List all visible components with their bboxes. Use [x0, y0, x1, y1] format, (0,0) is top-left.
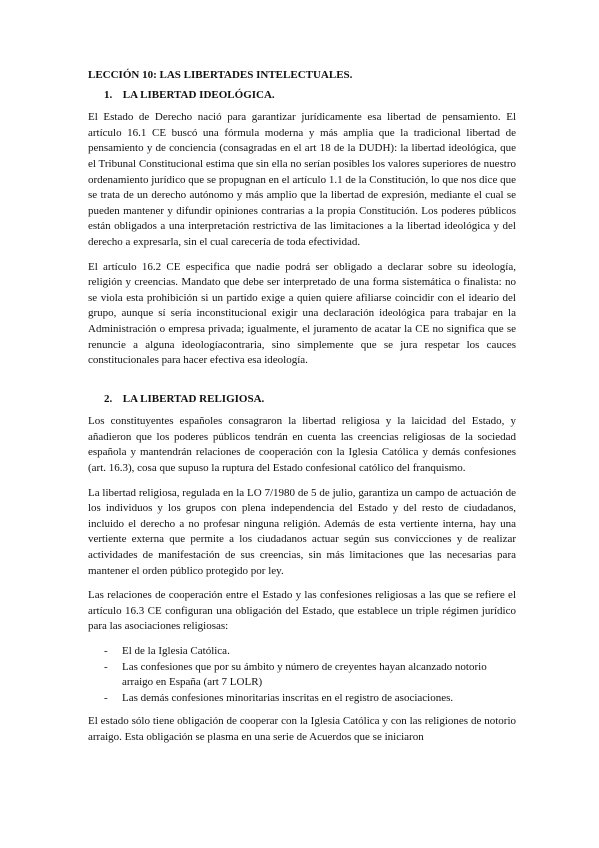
section-1-paragraph-1: El Estado de Derecho nació para garantizar jurídicamente esa libertad de pensamiento. El artículo 16.1 CE buscó una fórmula moderna y más amplia que la tradicional libertad de pensamiento y de conciencia (consagradas en el art 18 de la DUDH): la libertad ideológica, que el Tribunal Constitucional estima que sin ella no serían posibles los valores superiores de nuestro ordenamiento jurídico que se propugnan en el artículo 1.1 de la Constitución, lo que nos dice que se trata de un derecho autónomo y más amplio que la libertad de expresión, mediante el cual se pueden mantener y difundir opiniones contrarias a la propia Constitución. Los poderes públicos están obligados a una interpretación restrictiva de las limitaciones a la libertad ideológica y del derecho a expresarla, sin el cual carecería de toda efectividad. — [88, 111, 516, 248]
list-item-text: Las demás confesiones minoritarias inscritas en el registro de asociaciones. — [122, 691, 454, 704]
list-marker: - — [104, 645, 108, 657]
regime-list — [88, 644, 516, 706]
list-item — [104, 644, 516, 660]
document-page — [88, 68, 516, 755]
section-1-number: 1. — [104, 88, 113, 101]
list-item-text: Las confesiones que por su ámbito y número de creyentes hayan alcanzado notorio arraigo en España (art 7 LOLR) — [122, 660, 487, 689]
list-item-text: El de la Iglesia Católica. — [122, 645, 230, 657]
section-spacer — [88, 378, 516, 392]
section-1-heading — [88, 88, 516, 104]
section-2-heading — [88, 392, 516, 408]
section-2-paragraph-3: Las relaciones de cooperación entre el Estado y las confesiones religiosas a las que se refiere el artículo 16.3 CE configuran una obligación del Estado, que establece un triple régimen jurídico para las asociaciones religiosas: — [88, 589, 516, 633]
section-1-paragraph-2: El artículo 16.2 CE especifica que nadie podrá ser obligado a declarar sobre su ideología, religión y creencias. Mandato que debe ser interpretado de una forma sistemática o finalista: no se viola esta prohibición si un partido exige a quien quiere afiliarse coincidir con el ideario del grupo, aunque sí sería inconstitucional exigir una declaración ideológica para trabajar en la Administración o empresa privada; igualmente, el juramento de acatar la CE no significa que se renuncie a alguna ideologíacontraria, sino simplemente que se jura respetar los cauces constitucionales para hacer efectiva esa ideología. — [88, 260, 516, 367]
document-title: LECCIÓN 10: LAS LIBERTADES INTELECTUALES. — [88, 69, 353, 81]
list-marker: - — [104, 660, 108, 673]
section-2-title: LA LIBERTAD RELIGIOSA. — [122, 392, 265, 405]
list-marker: - — [104, 691, 108, 704]
list-item — [104, 691, 516, 707]
list-item — [104, 660, 516, 691]
section-1-title: LA LIBERTAD IDEOLÓGICA. — [122, 88, 275, 101]
section-2-number: 2. — [104, 392, 113, 405]
section-2-paragraph-2: La libertad religiosa, regulada en la LO 7/1980 de 5 de julio, garantiza un campo de actuación de los individuos y los grupos con plena independencia del Estado y del resto de ciudadanos, incluido el derecho a no profesar ninguna religión. Además de esta vertiente interna, hay una vertiente externa que permite a los ciudadanos actuar según sus convicciones y de realizar actividades de manifestación de sus creencias, sin más limitaciones que las necesarias para mantener el orden público protegido por ley. — [88, 486, 516, 577]
section-2-paragraph-1: Los constituyentes españoles consagraron la libertad religiosa y la laicidad del Estado, y añadieron que los poderes públicos tendrán en cuenta las creencias religiosas de la sociedad española y mantendrán relaciones de cooperación con la Iglesia Católica y demás confesiones (art. 16.3), cosa que supuso la ruptura del Estado confesional católico del franquismo. — [88, 415, 516, 475]
section-2-closing-paragraph: El estado sólo tiene obligación de cooperar con la Iglesia Católica y con las religiones de notorio arraigo. Esta obligación se plasma en una serie de Acuerdos que se iniciaron — [88, 715, 516, 743]
